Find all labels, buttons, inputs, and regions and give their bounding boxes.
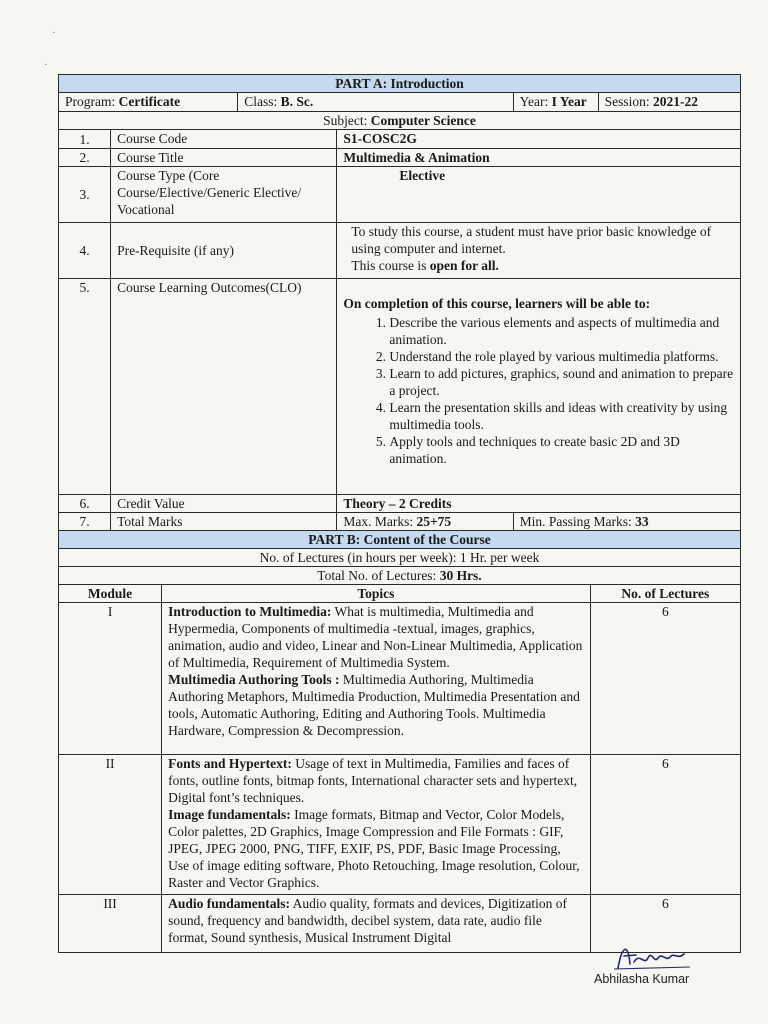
course-table — [58, 74, 741, 953]
table-row — [59, 603, 741, 755]
part-a-title: PART A: Introduction — [59, 75, 741, 93]
module-lectures: 6 — [590, 895, 740, 953]
prerequisite-value: To study this course, a student must have prior basic knowledge of using computer and internet. This course is open for all. — [337, 223, 741, 279]
topics-col-header: Topics — [162, 585, 591, 603]
program-cell: Program: Certificate — [59, 93, 238, 112]
row-number: 5. — [59, 279, 111, 495]
prerequisite-label: Pre-Requisite (if any) — [111, 223, 337, 279]
row-number: 4. — [59, 223, 111, 279]
class-value: B. Sc. — [280, 94, 314, 109]
clo-label: Course Learning Outcomes(CLO) — [111, 279, 337, 495]
scan-speck: · — [52, 28, 56, 39]
clo-item: 3. Learn to add pictures, graphics, sound and animation to prepare a project. — [389, 365, 734, 399]
clo-item: 1. Describe the various elements and aspects of multimedia and animation. — [389, 314, 734, 348]
module-lectures: 6 — [590, 603, 740, 755]
course-type-label: Course Type (Core Course/Elective/Generic Elective/ Vocational — [111, 167, 337, 223]
signatory-name: Abhilasha Kumar — [594, 972, 690, 986]
module-lectures: 6 — [590, 755, 740, 895]
session-value: 2021-22 — [653, 94, 699, 109]
table-row — [59, 755, 741, 895]
part-b-title: PART B: Content of the Course — [59, 531, 741, 549]
signature — [590, 938, 730, 998]
credit-label: Credit Value — [111, 495, 337, 513]
module-topics: Fonts and Hypertext: Usage of text in Multimedia, Families and faces of fonts, outline fonts, bitmap fonts, International character sets and hypertext, Digital font’s techniques. Image fundamentals: Image formats, Bitmap and Vector, Color Models, Color palettes, 2D Graphics, Image Compression and File Formats : GIF, JPEG, JPEG 2000, PNG, TIFF, EXIF, PS, PDF, Basic Image Processing, Use of image editing software, Photo Retouching, Image resolution, Colour, Raster and Vector Graphics. — [162, 755, 591, 895]
clo-item: 4. Learn the presentation skills and ideas with creativity by using multimedia tools. — [389, 399, 734, 433]
clo-list — [343, 314, 734, 467]
clo-item: 2. Understand the role played by various multimedia platforms. — [389, 348, 734, 365]
max-marks-cell: Max. Marks: 25+75 — [337, 513, 513, 531]
total-marks-label: Total Marks — [111, 513, 337, 531]
lectures-col-header: No. of Lectures — [590, 585, 740, 603]
credit-value: Theory – 2 Credits — [337, 495, 741, 513]
signature-mark — [590, 938, 730, 974]
row-number: 7. — [59, 513, 111, 531]
course-code-value: S1-COSC2G — [337, 130, 741, 149]
year-value: I Year — [551, 94, 587, 109]
program-value: Certificate — [118, 94, 181, 109]
clo-item: 5. Apply tools and techniques to create basic 2D and 3D animation. — [389, 433, 734, 467]
class-cell: Class: B. Sc. — [238, 93, 513, 112]
course-title-label: Course Title — [111, 149, 337, 167]
scan-speck: · — [44, 60, 48, 71]
module-col-header: Module — [59, 585, 162, 603]
total-lectures: Total No. of Lectures: 30 Hrs. — [59, 567, 741, 585]
row-number: 2. — [59, 149, 111, 167]
module-topics: Introduction to Multimedia: What is multimedia, Multimedia and Hypermedia, Components of multimedia -textual, images, graphics, animation, audio and video, Linear and Non-Linear Multimedia, Application of Multimedia, Requirement of Multimedia System. Multimedia Authoring Tools : Multimedia Authoring, Multimedia Authoring Metaphors, Multimedia Production, Multimedia Presentation and tools, Automatic Authoring, Editing and Authoring Tools. Multimedia Hardware, Compression & Decompression. — [162, 603, 591, 755]
course-title-value: Multimedia & Animation — [337, 149, 741, 167]
module-topics: Audio fundamentals: Audio quality, formats and devices, Digitization of sound, frequency and bandwidth, decibel system, data rate, audio file format, Sound synthesis, Musical Instrument Digital — [162, 895, 591, 953]
module-number: II — [59, 755, 162, 895]
session-cell: Session: 2021-22 — [598, 93, 740, 112]
row-number: 6. — [59, 495, 111, 513]
module-number: III — [59, 895, 162, 953]
clo-intro: On completion of this course, learners will be able to: — [343, 296, 651, 311]
year-cell: Year: I Year — [513, 93, 598, 112]
row-number: 1. — [59, 130, 111, 149]
course-type-value: Elective — [337, 167, 741, 223]
clo-value — [337, 279, 741, 495]
subject-value: Computer Science — [370, 113, 476, 128]
module-number: I — [59, 603, 162, 755]
min-marks-cell: Min. Passing Marks: 33 — [513, 513, 740, 531]
lectures-per-week: No. of Lectures (in hours per week): 1 Hr. per week — [59, 549, 741, 567]
row-number: 3. — [59, 167, 111, 223]
subject-cell: Subject: Computer Science — [59, 112, 741, 130]
course-code-label: Course Code — [111, 130, 337, 149]
